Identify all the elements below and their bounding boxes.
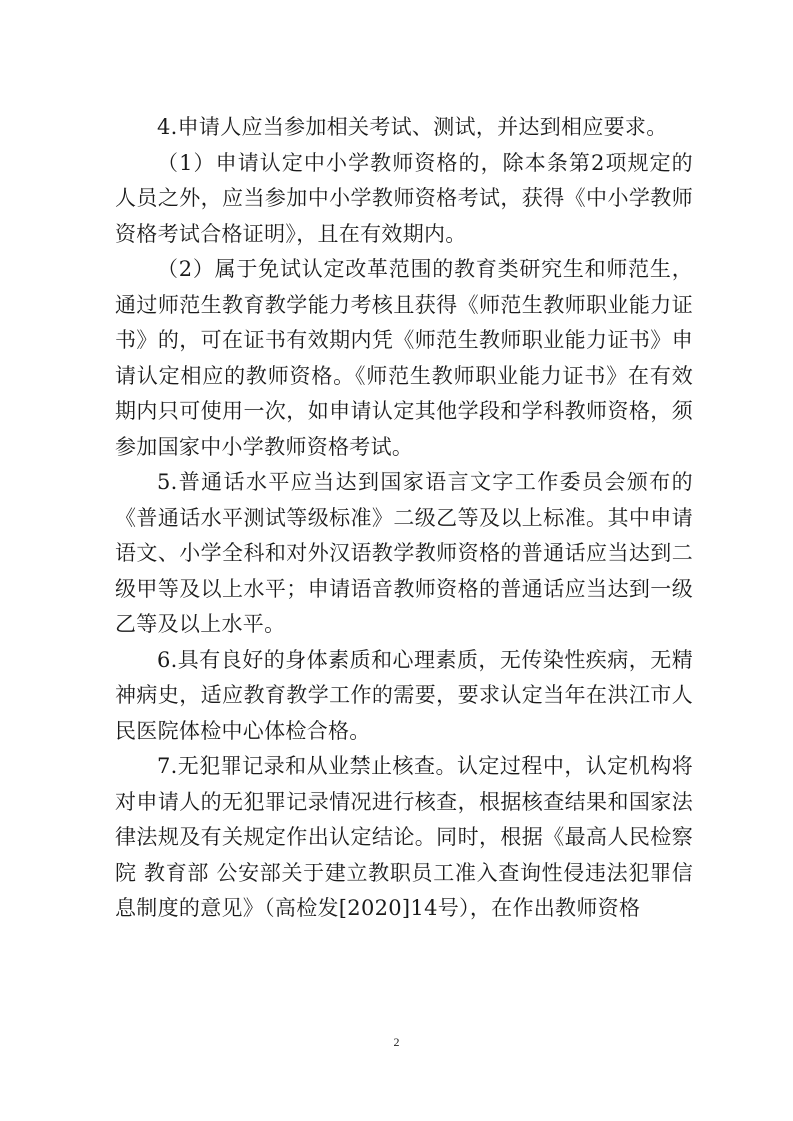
paragraph-physical-health: 6.具有良好的身体素质和心理素质，无传染性疾病，无精神病史，适应教育教学工作的需要，要求认定当年在洪江市人民医院体检中心体检合格。 [115, 647, 693, 743]
paragraph-primary-secondary-exam: （1）申请认定中小学教师资格的，除本条第2项规定的人员之外，应当参加中小学教师资格考试，获得《中小学教师资格考试合格证明》，且在有效期内。 [115, 150, 693, 246]
paragraph-criminal-record-check: 7.无犯罪记录和从业禁止核查。认定过程中，认定机构将对申请人的无犯罪记录情况进行核查，根据核查结果和国家法律法规及有关规定作出认定结论。同时，根据《最高人民检察院 教育部 公安部关于建立教职员工准入查询性侵违法犯罪信息制度的意见》（高检发[2020]14号），在作出教师资格 [115, 754, 693, 920]
page-number: 2 [393, 1035, 400, 1049]
paragraph-exam-exemption: （2）属于免试认定改革范围的教育类研究生和师范生，通过师范生教育教学能力考核且获得《师范生教师职业能力证书》的，可在证书有效期内凭《师范生教师职业能力证书》申请认定相应的教师资格。《师范生教师职业能力证书》在有效期内只可使用一次，如申请认定其他学段和学科教师资格，须参加国家中小学教师资格考试。 [115, 257, 693, 459]
paragraph-exam-requirement: 4.申请人应当参加相关考试、测试，并达到相应要求。 [157, 115, 668, 139]
paragraph-mandarin-level: 5.普通话水平应当达到国家语言文字工作委员会颁布的《普通话水平测试等级标准》二级乙等及以上标准。其中申请语文、小学全科和对外汉语教学教师资格的普通话应当达到二级甲等及以上水平；申请语音教师资格的普通话应当达到一级乙等及以上水平。 [115, 470, 693, 636]
document-body [115, 110, 693, 927]
